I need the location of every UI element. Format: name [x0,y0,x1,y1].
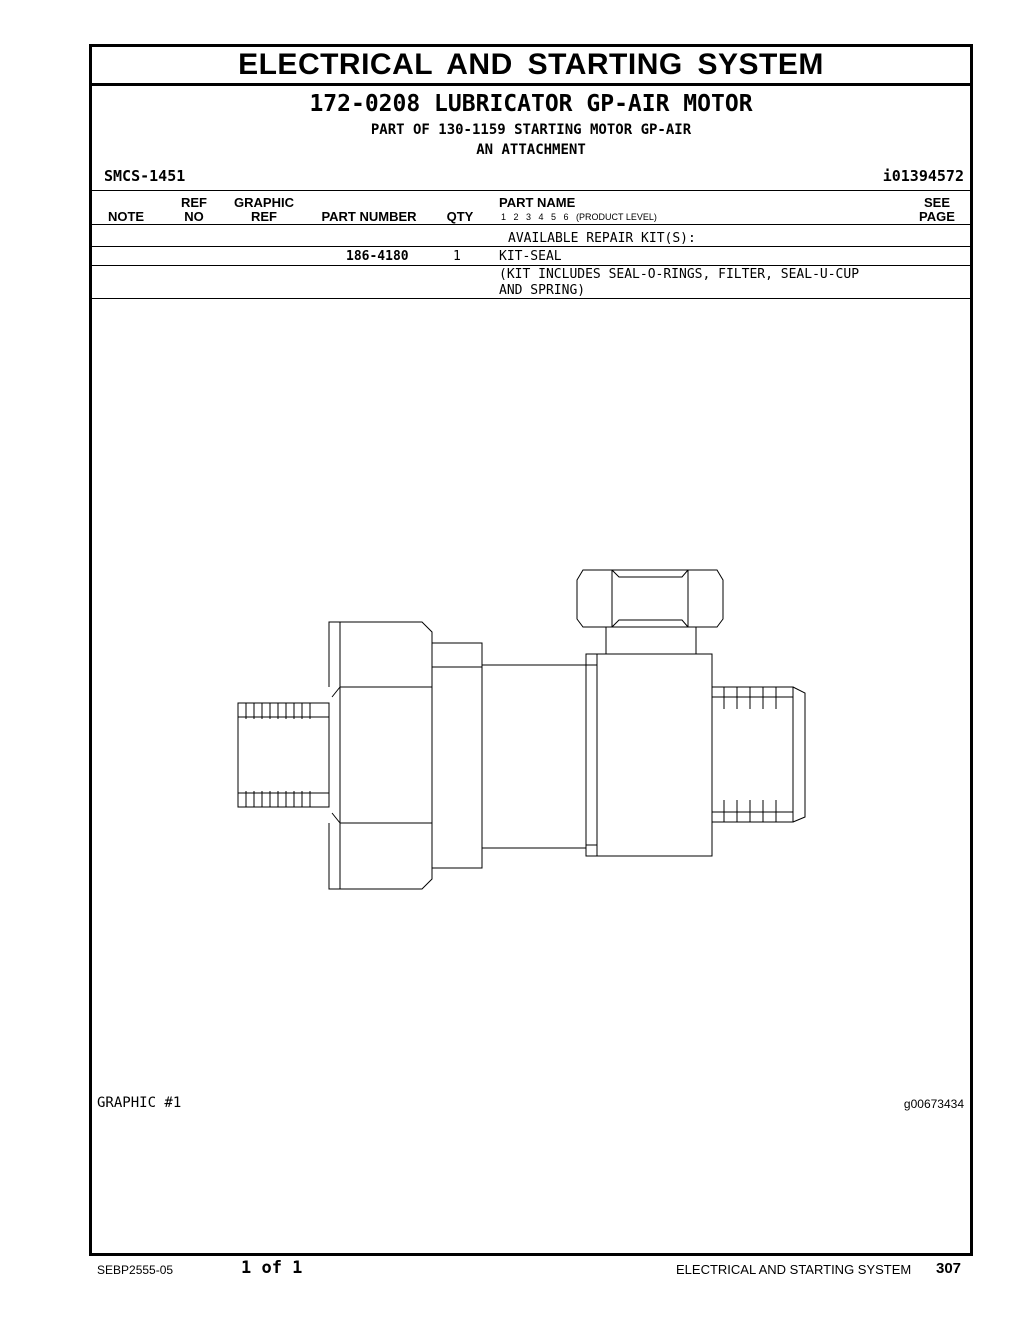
page-number: 307 [936,1260,962,1277]
stem [606,627,696,654]
group-title: 172-0208 LUBRICATOR GP-AIR MOTOR [309,91,753,117]
graphic-label: GRAPHIC #1 [97,1095,182,1111]
col-graphic-top: GRAPHIC [234,195,294,210]
lubricator-drawing [92,47,970,1253]
part-number-cell: 186-4180 [346,249,409,264]
right-body [586,654,712,856]
left-threaded-fitting [238,703,329,807]
hex-body [329,622,432,889]
repair-kits-label: AVAILABLE REPAIR KIT(S): [508,231,696,246]
kit-desc-line2: AND SPRING) [499,283,586,298]
col-qty: QTY [446,209,474,224]
col-ref-top: REF [181,195,207,210]
col-see-top: SEE [923,195,950,210]
right-threaded-fitting [712,687,805,822]
tube [482,665,586,848]
col-see-bottom: PAGE [919,209,955,224]
col-part-name: PART NAME [499,195,576,210]
top-hex-nut [577,570,723,627]
info-id: i01394572 [882,167,964,185]
col-graphic-bottom: REF [251,209,277,224]
col-ref-bottom: NO [184,209,204,224]
doc-id: SEBP2555-05 [97,1263,174,1277]
graphic-id: g00673434 [903,1097,964,1111]
footer-section: ELECTRICAL AND STARTING SYSTEM [676,1262,912,1277]
part-of-line: PART OF 130-1159 STARTING MOTOR GP-AIR [370,122,692,138]
page-of: 1 of 1 [241,1258,303,1278]
page-frame [89,44,973,1256]
col-note: NOTE [107,209,145,224]
part-name-cell: KIT-SEAL [499,249,562,264]
section-title: ELECTRICAL AND STARTING SYSTEM [92,47,970,86]
col-product-levels: 1 2 3 4 5 6 (PRODUCT LEVEL) [501,212,657,222]
attachment-line: AN ATTACHMENT [476,142,586,158]
qty-cell: 1 [453,249,461,264]
col-part-number: PART NUMBER [321,209,417,224]
kit-desc-line1: (KIT INCLUDES SEAL-O-RINGS, FILTER, SEAL-U-CUP [499,267,860,282]
smcs-code: SMCS-1451 [104,167,186,185]
collar [432,643,482,868]
